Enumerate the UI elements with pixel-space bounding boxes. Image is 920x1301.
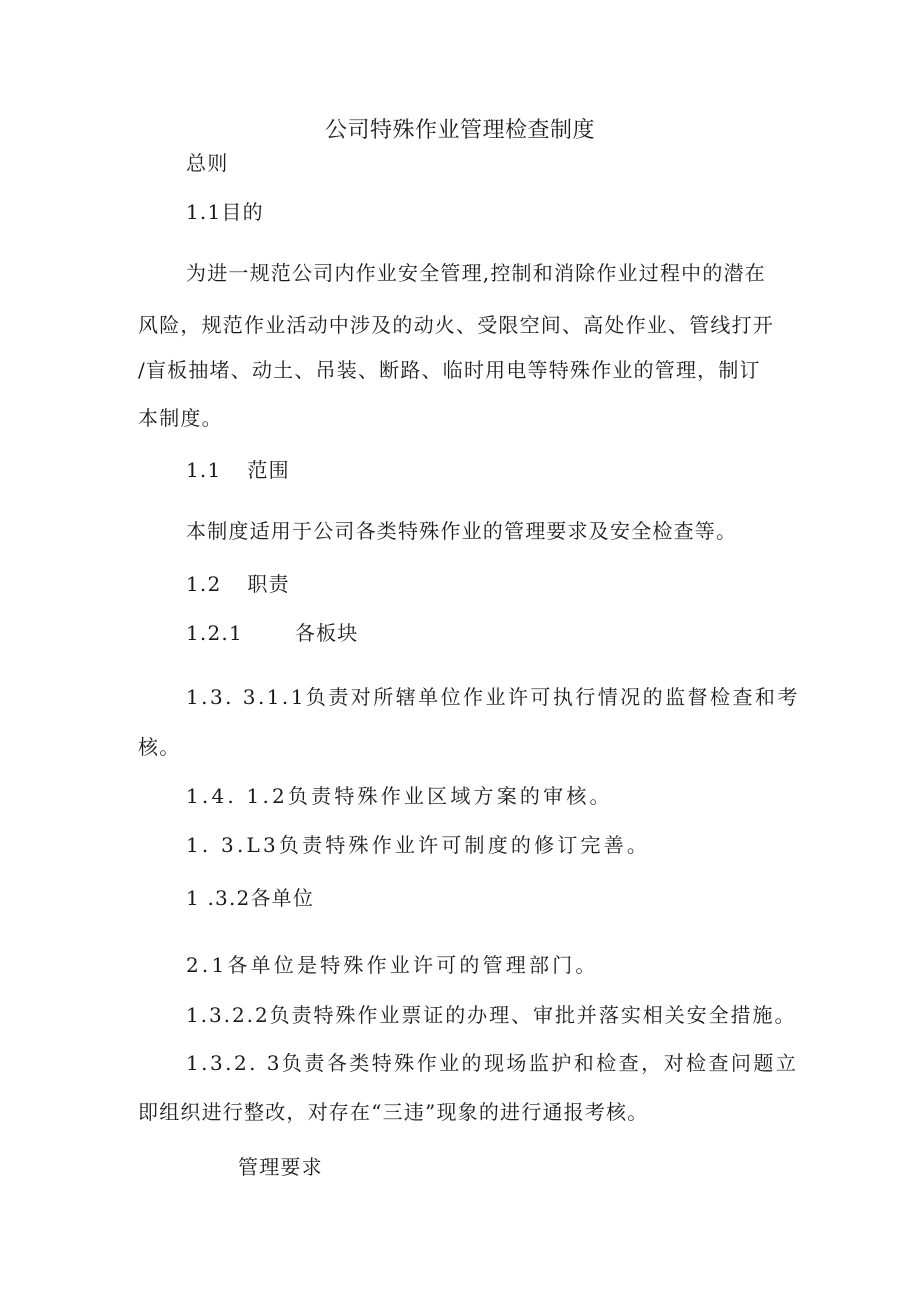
purpose-paragraph-line-4: 本制度。 bbox=[138, 406, 223, 430]
purpose-paragraph-line-3: /盲板抽堵、动土、吊装、断路、临时用电等特殊作业的管理，制订 bbox=[138, 358, 761, 382]
duty-label: 职责 bbox=[247, 572, 290, 596]
scope-number: 1.1 bbox=[186, 458, 222, 482]
document-title: 公司特殊作业管理检查制度 bbox=[324, 118, 595, 143]
purpose-paragraph-line-1: 为进一规范公司内作业安全管理,控制和消除作业过程中的潜在 bbox=[186, 261, 766, 285]
scope-paragraph: 本制度适用于公司各类特殊作业的管理要求及安全检查等。 bbox=[186, 519, 738, 543]
scope-label: 范围 bbox=[247, 458, 290, 482]
item-1313: 1. 3.L3负责特殊作业许可制度的修订完善。 bbox=[186, 833, 651, 857]
item-1311-line-2: 核。 bbox=[138, 735, 181, 759]
item-1312: 1.4. 1.2负责特殊作业区域方案的审核。 bbox=[186, 784, 613, 808]
sector-heading bbox=[186, 618, 359, 648]
duty-number: 1.2 bbox=[186, 572, 222, 596]
purpose-heading: 1.1目的 bbox=[186, 200, 264, 224]
section-general-heading: 总则 bbox=[186, 151, 229, 175]
purpose-paragraph-line-2: 风险，规范作业活动中涉及的动火、受限空间、高处作业、管线打开 bbox=[138, 313, 774, 337]
duty-heading bbox=[186, 569, 290, 599]
management-requirements-heading: 管理要求 bbox=[238, 1155, 323, 1179]
item-21: 2.1各单位是特殊作业许可的管理部门。 bbox=[186, 953, 599, 977]
item-1322: 1.3.2.2负责特殊作业票证的办理、审批并落实相关安全措施。 bbox=[186, 1003, 797, 1027]
item-1311-line-1: 1.3. 3.1.1负责对所辖单位作业许可执行情况的监督检查和考 bbox=[186, 685, 800, 709]
item-1323-line-2: 即组织进行整改，对存在“三违”现象的进行通报考核。 bbox=[138, 1100, 649, 1124]
scope-heading bbox=[186, 455, 290, 485]
units-heading: 1 .3.2各单位 bbox=[186, 886, 315, 910]
item-1323-line-1: 1.3.2. 3负责各类特殊作业的现场监护和检查，对检查问题立 bbox=[186, 1051, 799, 1075]
sector-number: 1.2.1 bbox=[186, 621, 243, 645]
sector-label: 各板块 bbox=[294, 621, 359, 645]
